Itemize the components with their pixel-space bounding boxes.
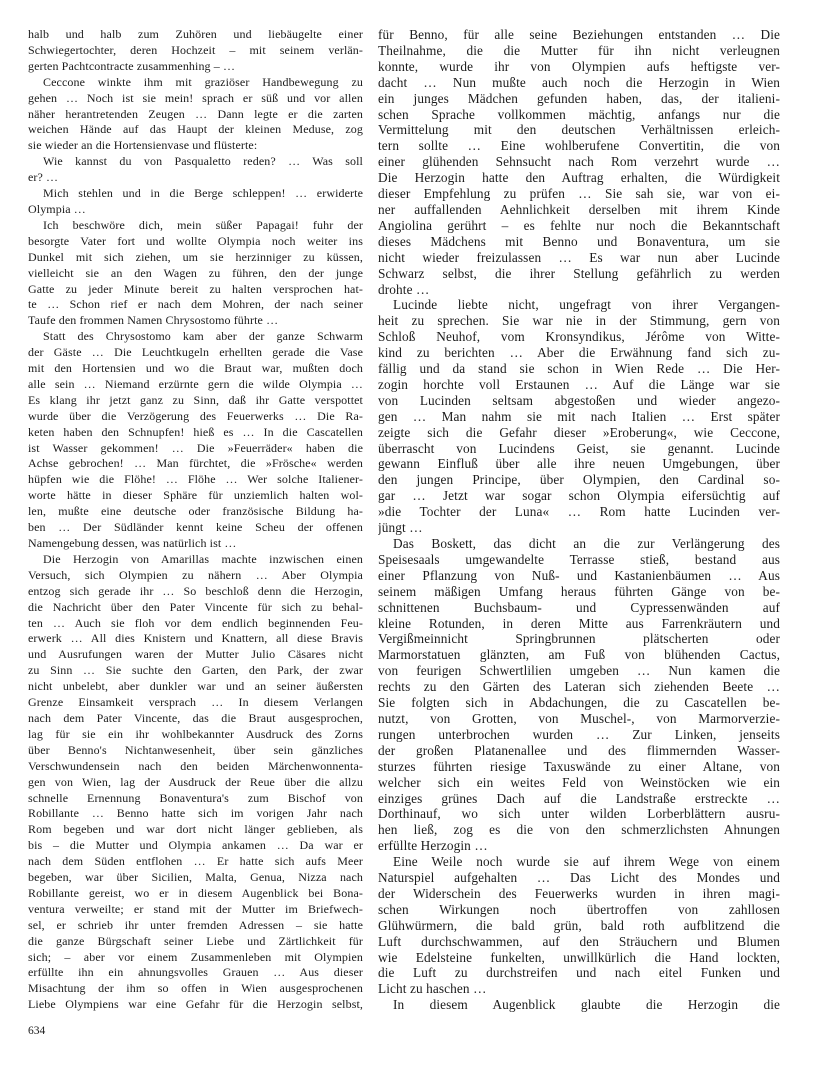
text-line: len, mußte eine deutsche oder französische Bildung ha- <box>28 504 363 519</box>
text-line: wurde über die Verzögerung des Feuerwerks … Die Ra- <box>28 408 363 423</box>
text-line: Lucinde liebte nicht, ungefragt von ihrer Vergangen- <box>393 297 780 313</box>
text-line: ein junges Mädchen gefunden haben, das, der italieni- <box>378 90 780 106</box>
text-line: Vergißmeinnicht Springbrunnen plätscherten oder <box>378 631 780 647</box>
text-line: entzog sich gerade ihr … So beschloß denn die Herzogin, <box>28 583 363 598</box>
text-line: zogin horchte voll Erstaunen … Auf die Länge war sie <box>378 376 780 392</box>
text-line: Robillante gereist, wo er in diesem Augenblick bei Bona- <box>28 885 363 900</box>
text-line: die Luft zu durchstreifen und nach eitel Funken und <box>378 965 780 981</box>
text-line: die ganze Bürgschaft seiner Liebe und Zärtlichkeit für <box>28 933 363 948</box>
text-columns <box>28 27 780 1013</box>
text-line: lag für sie ein ihr wohlbekannter Ausdruck des Zorns <box>28 726 363 741</box>
text-line: worte hätte in dieser Sphäre für unziemlich halten wol- <box>28 488 363 503</box>
text-line: von feurigen Schwertlilien umgeben … Nun kamen die <box>378 663 780 679</box>
text-line: Schwarz selbst, die ihrer Stellung gefährlich zu werden <box>378 265 780 281</box>
text-line: Angiolina gerührt – es fehlte nur noch die Bekanntschaft <box>378 217 780 233</box>
text-line: von Lucinden seltsam abgestoßen und wieder angezo- <box>378 392 780 408</box>
text-line: Taufe den frommen Namen Chrysostomo führte … <box>28 313 279 328</box>
text-line: sie wieder an die Hortensienvase und flüsterte: <box>28 138 258 153</box>
text-line: der Widerschein des Feuerwerks wurden in ihren magi- <box>378 885 780 901</box>
text-line: nutzt, von Grotten, von Muschel-, von Marmorverzie- <box>378 710 780 726</box>
text-line: die Nachricht über den Pater Vincente für sich zu behal- <box>28 599 363 614</box>
text-line: erwerk … All dies Knistern und Knattern, all diese Bravis <box>28 631 363 646</box>
text-line: Naturspiel aufgehalten … Das Licht des Mondes und <box>378 870 780 886</box>
text-line: »die Tochter der Luna« … Rom hatte Lucinden ver- <box>378 504 780 520</box>
text-line: Wie kannst du von Pasqualetto reden? … Was soll <box>43 154 363 169</box>
text-line: gerten Pachtcontracte zusammenhing – … <box>28 58 236 73</box>
text-line: Statt des Chrysostomo kam aber der ganze Schwarm <box>43 329 363 344</box>
text-line: ventura verweilte; er stand mit der Mutter im Briefwech- <box>28 901 363 916</box>
text-line: Dorthinauf, wo sich unter wilden Lorberblättern ausru- <box>378 806 780 822</box>
text-line: nicht wieder freizulassen … Es war nun aber Lucinde <box>378 249 780 265</box>
text-line: halb und halb zum Zuhören und liebäugelte einer <box>28 27 363 41</box>
text-line: In diesem Augenblick glaubte die Herzogin die <box>393 997 780 1013</box>
text-line: nach dem Süden entflohen … Er hatte sich aufs Meer <box>28 854 363 869</box>
text-line: einer glühenden Sehnsucht nach Rom verzehrt wurde … <box>378 154 780 170</box>
text-line: vielleicht sie an den Wagen zu führen, den der junge <box>28 265 363 280</box>
text-line: der Gäste … Die Leuchtkugeln erhellten gerade die Vase <box>28 345 363 360</box>
text-line: gen von Wien, lag der Ausdruck der Reue über die allzu <box>28 774 363 789</box>
text-line: rechts zu den Gärten des Lateran sich ziehenden Beete … <box>378 679 780 695</box>
text-line: Misachtung der ihm so offen in Wien ausgesprochenen <box>28 981 363 996</box>
text-line: über Benno's Nichtanwesenheit, über sein gänzliches <box>28 742 363 757</box>
text-line: Schwiegertochter, deren Hochzeit – mit seinem verlän- <box>28 42 363 57</box>
text-line: Eine Weile noch wurde sie auf ihrem Wege von einem <box>393 854 780 870</box>
text-line: nach dem Pater Vincente, das die Braut ausgesprochen, <box>28 710 363 725</box>
text-line: kleine Rotunden, in deren Mitte aus Farrenkräutern und <box>378 615 780 631</box>
text-line: dieser Empfehlung zu prüfen … Sie sah sie, war von ei- <box>378 186 780 202</box>
text-line: sich; – aber vor einem Zusammenleben mit Olympien <box>28 949 363 964</box>
text-line: Grenze Einsamkeit versprach … In diesem Verlangen <box>28 695 363 710</box>
text-line: hüpfen wie die Flöhe! … Flöhe … Wer solche Italiener- <box>28 472 363 487</box>
text-line: gewann Einfluß über alle ihre neuen Umgebungen, über <box>378 456 780 472</box>
text-line: Marmorstatuen glänzten, am Fuß von blühenden Cactus, <box>378 647 780 663</box>
text-line: Glühwürmern, die bald grün, bald roth aufblitzend die <box>378 917 780 933</box>
text-line: alle sein … Niemand erzürnte gern die wilde Olympia … <box>28 376 363 391</box>
text-line: ben … Der Südländer kennt keine Scheu der offenen <box>28 520 363 535</box>
text-line: dacht … Nun mußte auch noch die Herzogin in Wien <box>378 74 780 90</box>
text-line: zeigte sich die Gefahr dieser »Eroberung«, wie Ceccone, <box>378 424 780 440</box>
text-line: Die Herzogin hatte den Auftrag erhalten, die Würdigkeit <box>378 170 780 186</box>
text-line: fällig und da stand sie schon in Wien Rede … Die Her- <box>378 361 780 377</box>
text-line: Theilnahme, die die Mutter für ihn nicht verleugnen <box>378 42 780 58</box>
text-line: seinem mäßigen Umfang heraus führten Gänge von be- <box>378 583 780 599</box>
text-line: Ich beschwöre dich, mein süßer Papagai! fuhr der <box>43 217 363 232</box>
text-line: der großen Platanenallee und des flimmernden Wasser- <box>378 742 780 758</box>
text-line: sturzes führten riesige Taxuswände zu einer Altane, von <box>378 758 780 774</box>
text-line: erfüllte ihn ein ahnungsvolles Grauen … Aus dieser <box>28 965 363 980</box>
text-line: rungen unterbrochen wurden … Zur Linken, jenseits <box>378 726 780 742</box>
text-line: schen Sprache vollkommen mächtig, anfangs nur die <box>378 106 780 122</box>
text-line: Das Boskett, das dicht an die zur Verlängerung des <box>393 536 780 551</box>
text-line: gehen … Noch ist sie mein! sprach er süß und vor allen <box>28 90 363 105</box>
text-line: er? … <box>28 170 59 185</box>
text-line: ten … Auch sie floh vor dem endlich beginnenden Feu- <box>28 615 363 630</box>
text-line: welcher sich ein weites Feld von Weinstöcken wie ein <box>378 774 780 790</box>
text-line: Schloß Neuhof, vom Kronsyndikus, Jérôme von Witte- <box>378 329 780 345</box>
text-line: schen Wirkungen noch übertroffen von zahllosen <box>378 901 780 917</box>
text-line: Dunkel mit sich ziehen, um sie herzinniger zu küssen, <box>28 249 363 264</box>
text-line: zu Sinn … Sie suchte den Garten, den Park, der zwar <box>28 663 363 678</box>
text-line: drohte … <box>378 281 430 297</box>
text-line: Rom begeben und war dort nicht länger geblieben, als <box>28 822 363 837</box>
text-line: Gatte zu jeder Minute bereit zu halten versprochen hat- <box>28 281 363 296</box>
text-line: begeben, war über Sicilien, Malta, Genua, Nizza nach <box>28 870 363 885</box>
text-line: gar … Jetzt war sogar schon Olympia eifersüchtig auf <box>378 488 780 504</box>
text-line: überrascht von Lucindens Geist, sie genannt. Lucinde <box>378 440 780 456</box>
text-line: Sie folgten sich in Abdachungen, die zu Cascatellen be- <box>378 695 780 711</box>
text-line: nicht unbelebt, aber dunkler war und an seiner äußersten <box>28 679 363 694</box>
text-line: kind zu berichten … Aber die Erwähnung fand sich zu- <box>378 345 780 361</box>
page-number: 634 <box>28 1025 46 1037</box>
text-line: für Benno, für alle seine Beziehungen entstanden … Die <box>378 27 780 42</box>
left-text-column <box>28 27 363 1013</box>
text-line: einziges grünes Dach auf die Landstraße erstreckte … <box>378 790 780 806</box>
text-line: gen … Man nahm sie mit nach Italien … Erst später <box>378 408 780 424</box>
text-line: Es klang ihr jetzt ganz zu Sinn, daß ihr Gatte verspottet <box>28 392 363 407</box>
text-line: dieses Mädchens mit Benno und Bonaventura, um sie <box>378 233 780 249</box>
text-line: einer Pflanzung von Nuß- und Kastanienbäumen … Aus <box>378 567 780 583</box>
text-line: sel, er schrieb ihr unter fremden Adressen – sie hatte <box>28 917 363 932</box>
text-line: den jungen Principe, über Olympien, den Cardinal so- <box>378 472 780 488</box>
text-line: erfüllte Herzogin … <box>378 838 488 854</box>
text-line: Speisesaals umgewandelte Terrasse stieß, bestand aus <box>378 551 780 567</box>
text-line: Liebe Olympiens war eine Gefahr für die Herzogin selbst, <box>28 997 363 1012</box>
text-line: heit zu sprechen. Sie war nie in der Stimmung, gern von <box>378 313 780 329</box>
text-line: Versuch, sich Olympien zu nähern … Aber Olympia <box>28 567 363 582</box>
text-line: ner auffallenden Aehnlichkeit derselben mit ihrem Kinde <box>378 201 780 217</box>
text-line: weichen Hände auf das Haupt der kleinen Meduse, zog <box>28 122 363 137</box>
text-line: wie Edelsteine funkelten, unwillkürlich die Hand lockten, <box>378 949 780 965</box>
text-line: Robillante … Benno hatte sich im vorigen Jahr nach <box>28 806 363 821</box>
text-line: te … Schon rief er nach dem Mohren, der nach seiner <box>28 297 363 312</box>
text-line: mit den Hortensien und wo die Braut war, mußten doch <box>28 361 363 376</box>
text-line: bis – die Mutter und Olympia ankamen … Da war er <box>28 838 363 853</box>
text-line: keten haben den Schnupfen! hieß es … In die Cascatellen <box>28 424 363 439</box>
text-line: Mich stehlen und in die Berge schleppen! … erwiderte <box>43 186 363 201</box>
text-line: Vermittelung mit den deutschen Verhältnissen erleich- <box>378 122 780 138</box>
text-line: besorgte Vater fort und wollte Olympia noch weiter ins <box>28 233 363 248</box>
text-line: Die Herzogin von Amarillas machte inzwischen einen <box>43 551 363 566</box>
text-line: Ceccone winkte ihm mit graziöser Handbewegung zu <box>43 74 363 89</box>
text-line: ist Wasser gekommen! … Die »Feuerräder« haben die <box>28 440 363 455</box>
text-line: Luft durchschwammen, auf den Sträuchern und Blumen <box>378 933 780 949</box>
text-line: schnelle Ernennung Bonaventura's zum Bischof von <box>28 790 363 805</box>
text-line: Olympia … <box>28 201 86 216</box>
text-line: konnte, wurde ihr von Olympien aufs heftigste ver- <box>378 58 780 74</box>
text-line: Verschwundensein nach den beiden Märchenwonnenta- <box>28 758 363 773</box>
text-line: schnittenen Buchsbaum- und Cypressenwänden auf <box>378 599 780 615</box>
text-line: Namengebung dessen, was natürlich ist … <box>28 536 237 550</box>
text-line: jüngt … <box>378 520 423 536</box>
text-line: und Ausrufungen waren der Mutter Julio Cäsares nicht <box>28 647 363 662</box>
text-line: Licht zu haschen … <box>378 981 487 997</box>
text-line: Achse gebrochen! … Man fürchtet, die »Frösche« werden <box>28 456 363 471</box>
text-line: tern sollte … Eine wohlberufene Convertitin, die von <box>378 138 780 154</box>
right-text-column <box>378 27 780 1013</box>
text-line: hen ließ, zog es die von den schmerzlichsten Ahnungen <box>378 822 780 838</box>
text-line: näher herantretenden Zeugen … Dann legte er die zarten <box>28 106 363 121</box>
